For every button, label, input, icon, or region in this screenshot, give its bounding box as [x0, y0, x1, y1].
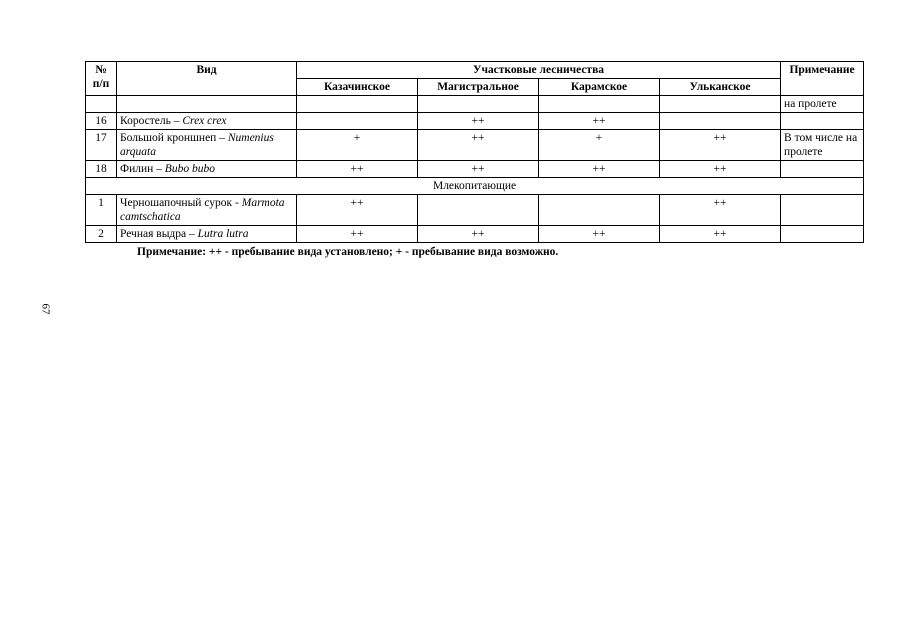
- species-cell: [117, 195, 297, 226]
- row-number: [86, 96, 117, 113]
- mammals-body: [86, 195, 864, 243]
- presence-cell: ++: [297, 195, 418, 226]
- table-row: [86, 226, 864, 243]
- presence-cell: ++: [660, 195, 781, 226]
- species-name: Речная выдра: [120, 228, 187, 240]
- presence-cell: ++: [539, 226, 660, 243]
- presence-cell: ++: [539, 113, 660, 130]
- row-number: 2: [86, 226, 117, 243]
- presence-cell: +: [539, 130, 660, 161]
- species-cell: [117, 113, 297, 130]
- species-cell: [117, 226, 297, 243]
- species-cell: [117, 161, 297, 178]
- species-cell: [117, 130, 297, 161]
- species-latin: Marmota camtschatica: [120, 197, 285, 223]
- presence-cell: ++: [660, 161, 781, 178]
- section-row: [86, 178, 864, 195]
- species-cell: [117, 96, 297, 113]
- presence-cell: [418, 96, 539, 113]
- species-table: [85, 61, 864, 243]
- note-cell: В том числе на пролете: [781, 130, 864, 161]
- footnote: Примечание: ++ - пребывание вида установлено; + - пребывание вида возможно.: [137, 246, 559, 258]
- species-latin: Bubo bubo: [164, 163, 215, 175]
- presence-cell: ++: [418, 226, 539, 243]
- table-row: [86, 96, 864, 113]
- col-note-header: Примечание: [781, 62, 864, 96]
- presence-cell: [539, 96, 660, 113]
- note-cell: [781, 113, 864, 130]
- species-separator: –: [170, 115, 183, 127]
- header-row: [86, 62, 864, 79]
- note-cell: [781, 195, 864, 226]
- species-name: Большой кроншнеп: [120, 132, 217, 144]
- district-header: Карамское: [539, 79, 660, 96]
- species-separator: –: [153, 163, 165, 175]
- species-separator: -: [232, 197, 242, 209]
- presence-cell: ++: [418, 130, 539, 161]
- presence-cell: ++: [297, 226, 418, 243]
- col-num-header: № п/п: [86, 62, 117, 96]
- presence-cell: [660, 96, 781, 113]
- row-number: 18: [86, 161, 117, 178]
- species-latin: Lutra lutra: [197, 228, 249, 240]
- species-name: Черношапочный сурок: [120, 197, 233, 209]
- presence-cell: [539, 195, 660, 226]
- note-cell: [781, 226, 864, 243]
- table-row: [86, 130, 864, 161]
- presence-cell: [297, 113, 418, 130]
- presence-cell: +: [297, 130, 418, 161]
- table-row: [86, 113, 864, 130]
- row-number: 17: [86, 130, 117, 161]
- district-header: Магистральное: [418, 79, 539, 96]
- presence-cell: ++: [418, 161, 539, 178]
- species-name: Филин: [120, 163, 154, 175]
- species-separator: –: [216, 132, 228, 144]
- species-latin: Crex crex: [182, 115, 227, 127]
- presence-cell: [418, 195, 539, 226]
- page-number: 67: [39, 303, 52, 315]
- presence-cell: ++: [660, 130, 781, 161]
- birds-body: [86, 96, 864, 178]
- col-species-header: Вид: [117, 62, 297, 96]
- col-group-header: Участковые лесничества: [297, 62, 781, 79]
- species-name: Коростель: [120, 115, 171, 127]
- row-number: 16: [86, 113, 117, 130]
- note-cell: на пролете: [781, 96, 864, 113]
- species-latin: Numenius arquata: [120, 132, 274, 158]
- table-row: [86, 161, 864, 178]
- table-row: [86, 195, 864, 226]
- presence-cell: [660, 113, 781, 130]
- presence-cell: ++: [539, 161, 660, 178]
- district-header: Казачинское: [297, 79, 418, 96]
- presence-cell: ++: [660, 226, 781, 243]
- presence-cell: ++: [297, 161, 418, 178]
- species-separator: –: [186, 228, 198, 240]
- note-cell: [781, 161, 864, 178]
- row-number: 1: [86, 195, 117, 226]
- section-title: Млекопитающие: [86, 178, 864, 195]
- district-header: Ульканское: [660, 79, 781, 96]
- presence-cell: [297, 96, 418, 113]
- presence-cell: ++: [418, 113, 539, 130]
